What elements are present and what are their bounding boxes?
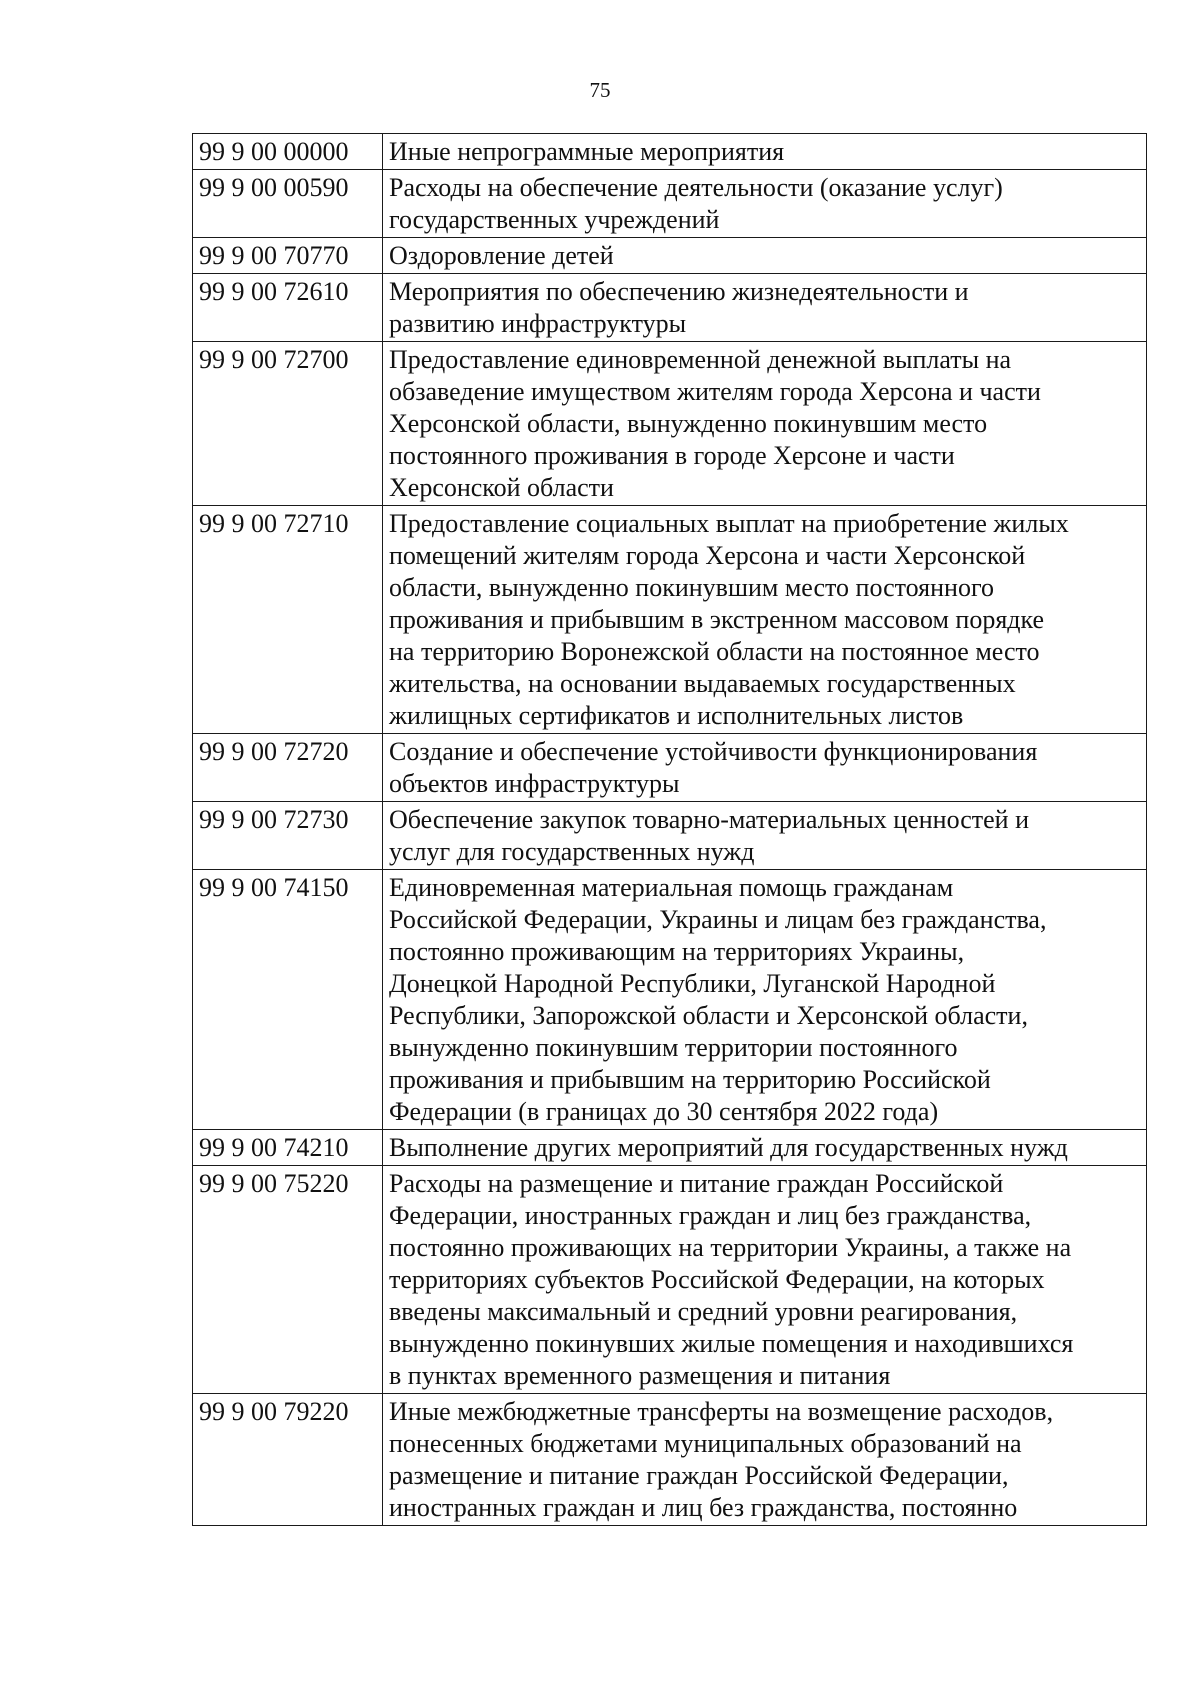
expense-code-cell: 99 9 00 75220 <box>193 1166 383 1394</box>
expense-code-cell: 99 9 00 70770 <box>193 238 383 274</box>
page-number: 75 <box>589 78 611 102</box>
description-line: Херсонской области, вынужденно покинувшим место <box>389 409 988 438</box>
description-line: развитию инфраструктуры <box>389 309 687 338</box>
expense-description-cell <box>383 1394 1147 1526</box>
table-row <box>193 274 1147 342</box>
description-line: области, вынужденно покинувшим место постоянного <box>389 573 994 602</box>
description-line: в пунктах временного размещения и питания <box>389 1361 891 1390</box>
description-line: Предоставление социальных выплат на приобретение жилых <box>389 509 1069 538</box>
expense-code-cell: 99 9 00 00000 <box>193 134 383 170</box>
table-body <box>193 134 1147 1526</box>
description-line: Донецкой Народной Республики, Луганской Народной <box>389 969 996 998</box>
description-line: Федерации, иностранных граждан и лиц без гражданства, <box>389 1201 1032 1230</box>
expense-description-cell <box>383 1130 1147 1166</box>
table-row <box>193 1394 1147 1526</box>
expense-description-cell <box>383 1166 1147 1394</box>
expense-code-cell: 99 9 00 72610 <box>193 274 383 342</box>
description-line: постоянного проживания в городе Херсоне и части <box>389 441 955 470</box>
expense-code-cell: 99 9 00 72710 <box>193 506 383 734</box>
expense-code-cell: 99 9 00 79220 <box>193 1394 383 1526</box>
expense-code-cell: 99 9 00 72730 <box>193 802 383 870</box>
expense-description-cell <box>383 506 1147 734</box>
table-row <box>193 342 1147 506</box>
description-line: обзаведение имуществом жителям города Херсона и части <box>389 377 1041 406</box>
expense-code-cell: 99 9 00 00590 <box>193 170 383 238</box>
table-row <box>193 170 1147 238</box>
table-row <box>193 1130 1147 1166</box>
description-line: Расходы на размещение и питание граждан Российской <box>389 1169 1004 1198</box>
description-line: вынужденно покинувшим территории постоянного <box>389 1033 958 1062</box>
description-line: жительства, на основании выдаваемых государственных <box>389 669 1016 698</box>
expense-code-cell: 99 9 00 72700 <box>193 342 383 506</box>
description-line: Расходы на обеспечение деятельности (оказание услуг) <box>389 173 1003 202</box>
description-line: Выполнение других мероприятий для государственных нужд <box>389 1133 1068 1162</box>
description-line: помещений жителям города Херсона и части Херсонской <box>389 541 1026 570</box>
expense-code-cell: 99 9 00 74150 <box>193 870 383 1130</box>
table-row <box>193 238 1147 274</box>
table-row <box>193 802 1147 870</box>
description-line: Оздоровление детей <box>389 241 614 270</box>
description-line: Предоставление единовременной денежной выплаты на <box>389 345 1012 374</box>
budget-classification-table <box>192 133 1147 1526</box>
description-line: Херсонской области <box>389 473 614 502</box>
description-line: Обеспечение закупок товарно-материальных ценностей и <box>389 805 1030 834</box>
table-row <box>193 134 1147 170</box>
table-row <box>193 506 1147 734</box>
description-line: постоянно проживающим на территориях Украины, <box>389 937 965 966</box>
expense-code-cell: 99 9 00 72720 <box>193 734 383 802</box>
expense-description-cell <box>383 870 1147 1130</box>
description-line: Республики, Запорожской области и Херсонской области, <box>389 1001 1028 1030</box>
expense-description-cell <box>383 238 1147 274</box>
expense-code-cell: 99 9 00 74210 <box>193 1130 383 1166</box>
description-line: Иные непрограммные мероприятия <box>389 137 785 166</box>
table-row <box>193 734 1147 802</box>
description-line: Единовременная материальная помощь гражданам <box>389 873 954 902</box>
table-row <box>193 870 1147 1130</box>
expense-description-cell <box>383 134 1147 170</box>
description-line: Иные межбюджетные трансферты на возмещение расходов, <box>389 1397 1054 1426</box>
description-line: жилищных сертификатов и исполнительных листов <box>389 701 964 730</box>
description-line: государственных учреждений <box>389 205 720 234</box>
description-line: введены максимальный и средний уровни реагирования, <box>389 1297 1018 1326</box>
description-line: Федерации (в границах до 30 сентября 2022 года) <box>389 1097 939 1126</box>
description-line: объектов инфраструктуры <box>389 769 680 798</box>
description-line: вынужденно покинувших жилые помещения и находившихся <box>389 1329 1074 1358</box>
description-line: понесенных бюджетами муниципальных образований на <box>389 1429 1022 1458</box>
description-line: услуг для государственных нужд <box>389 837 755 866</box>
expense-description-cell <box>383 802 1147 870</box>
description-line: иностранных граждан и лиц без гражданства, постоянно <box>389 1493 1018 1522</box>
description-line: проживания и прибывшим в экстренном массовом порядке <box>389 605 1045 634</box>
expense-description-cell <box>383 342 1147 506</box>
description-line: на территорию Воронежской области на постоянное место <box>389 637 1040 666</box>
table-row <box>193 1166 1147 1394</box>
description-line: постоянно проживающих на территории Украины, а также на <box>389 1233 1072 1262</box>
expense-description-cell <box>383 274 1147 342</box>
description-line: размещение и питание граждан Российской Федерации, <box>389 1461 1009 1490</box>
description-line: Создание и обеспечение устойчивости функционирования <box>389 737 1038 766</box>
expense-description-cell <box>383 170 1147 238</box>
expense-description-cell <box>383 734 1147 802</box>
description-line: проживания и прибывшим на территорию Российской <box>389 1065 991 1094</box>
description-line: Российской Федерации, Украины и лицам без гражданства, <box>389 905 1047 934</box>
description-line: Мероприятия по обеспечению жизнедеятельности и <box>389 277 969 306</box>
description-line: территориях субъектов Российской Федерации, на которых <box>389 1265 1045 1294</box>
